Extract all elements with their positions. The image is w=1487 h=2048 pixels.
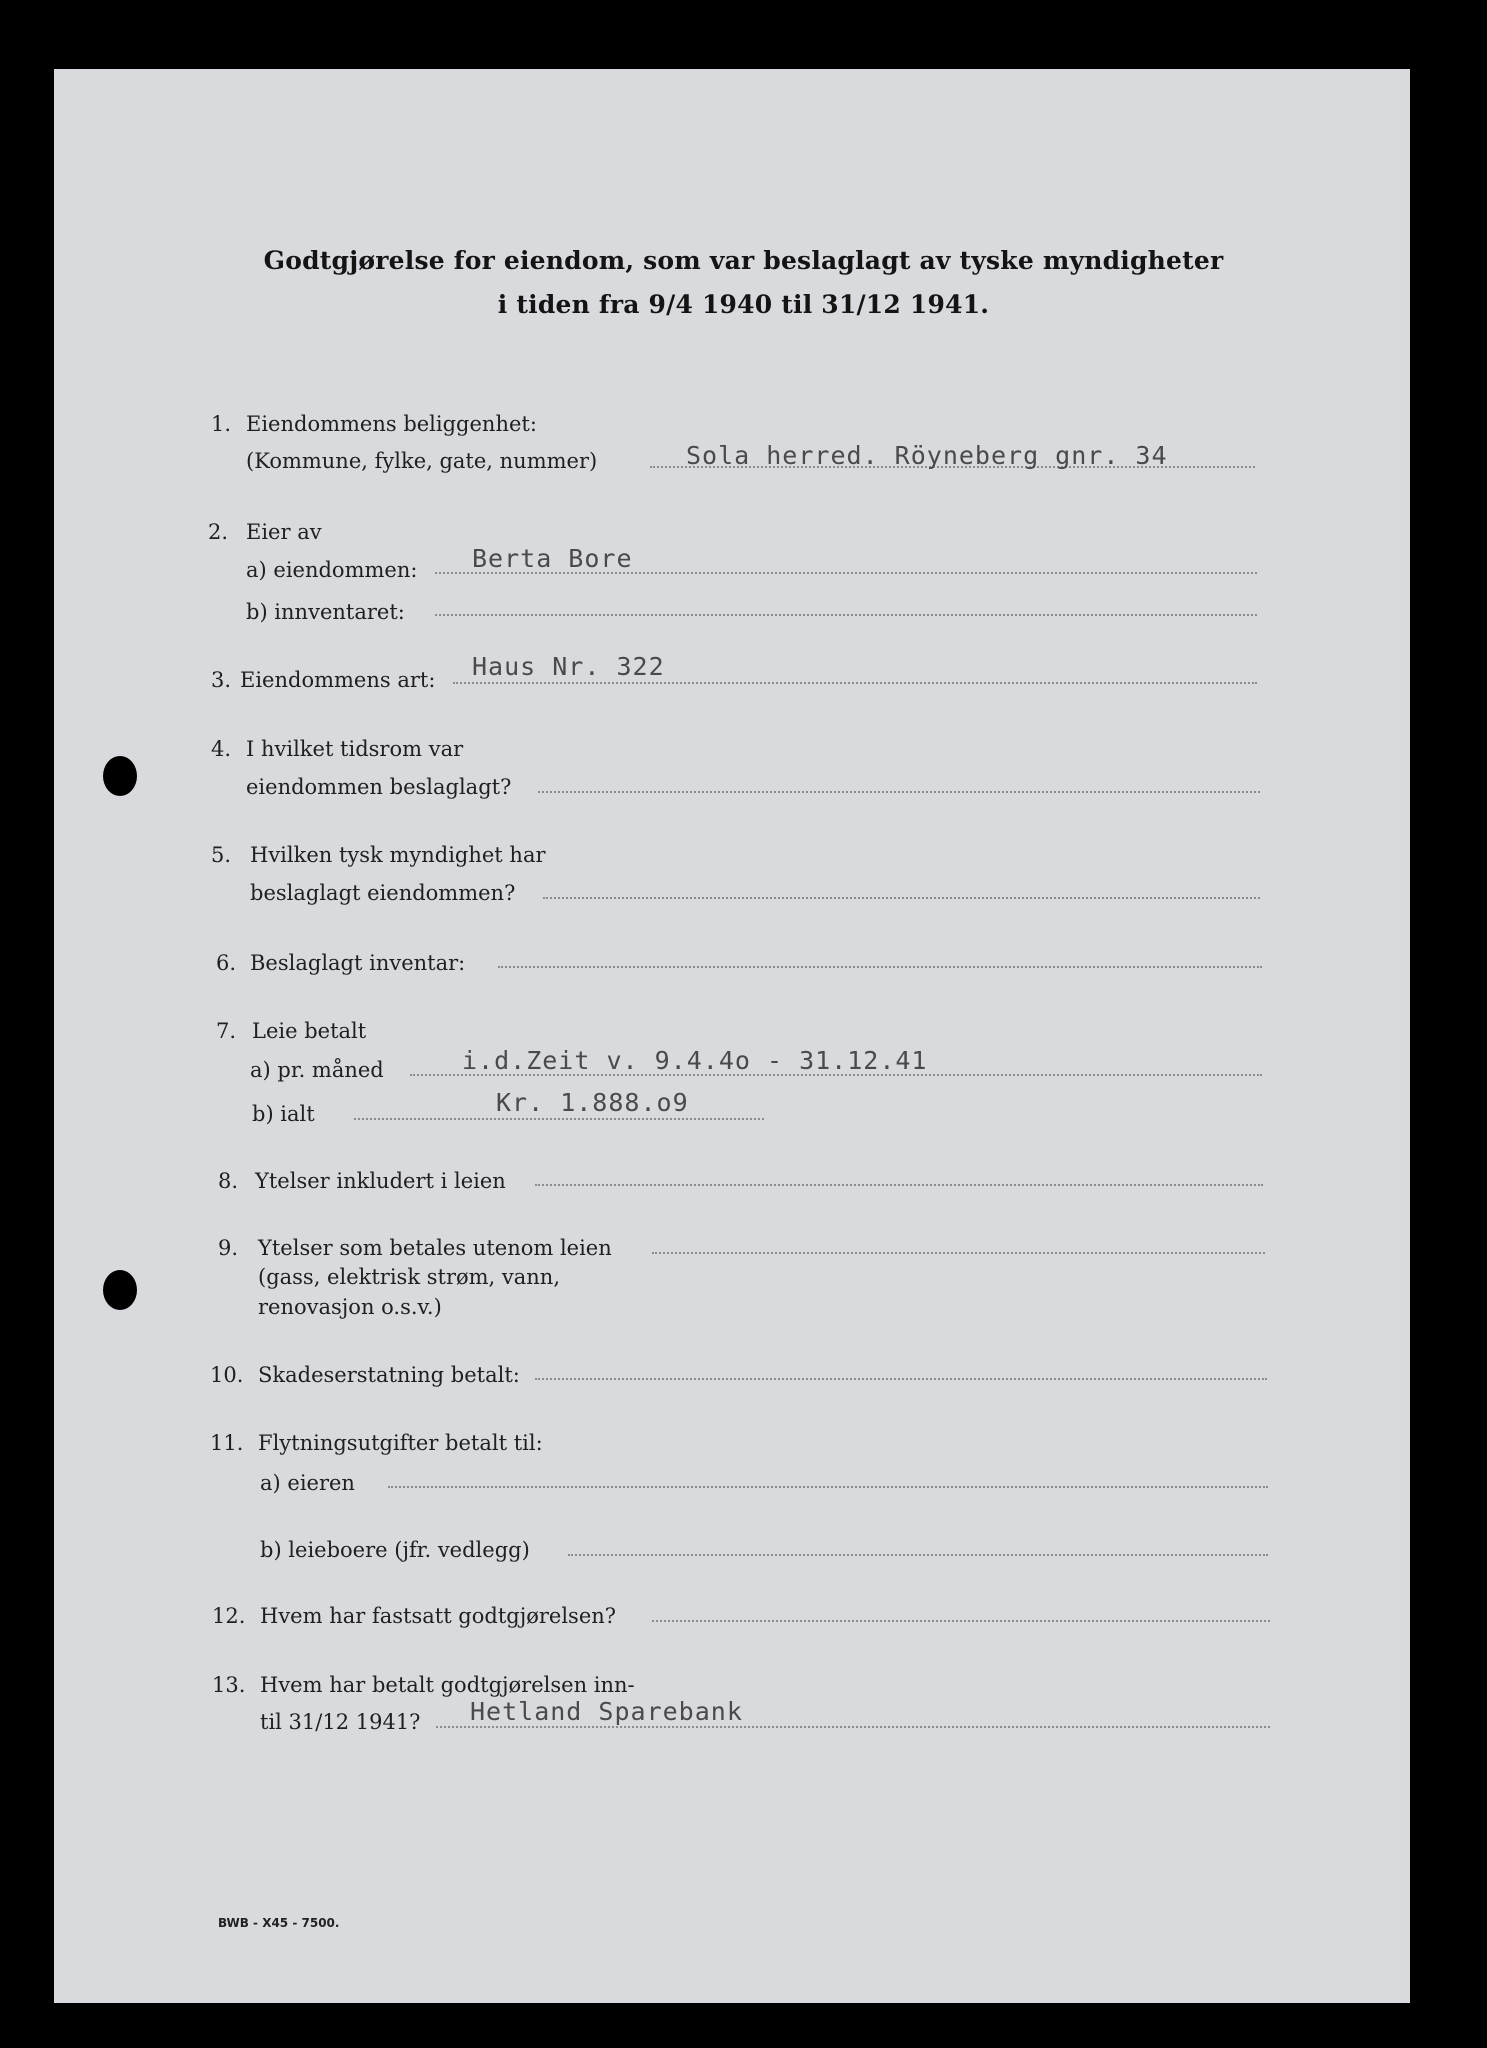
q7b-label: b) ialt — [252, 1102, 315, 1126]
punch-hole-top — [103, 756, 137, 796]
q13-number: 13. — [212, 1673, 246, 1697]
q10-number: 10. — [210, 1363, 244, 1387]
q4-answer-line — [538, 791, 1260, 793]
q2a-answer: Berta Bore — [472, 544, 633, 573]
q9-answer-line — [652, 1252, 1265, 1254]
q4-label: I hvilket tidsrom var — [246, 737, 464, 761]
q1-label: Eiendommens beliggenhet: — [246, 412, 537, 436]
q10-answer-line — [535, 1378, 1267, 1380]
q7b-answer-line — [354, 1118, 764, 1120]
q8-answer-line — [535, 1184, 1263, 1186]
q11b-label: b) leieboere (jfr. vedlegg) — [260, 1538, 530, 1562]
q13-label-line2: til 31/12 1941? — [260, 1710, 421, 1734]
q6-number: 6. — [216, 951, 237, 975]
q12-answer-line — [652, 1620, 1270, 1622]
q9-label-line3: renovasjon o.s.v.) — [258, 1295, 442, 1319]
document-title-line2: i tiden fra 9/4 1940 til 31/12 1941. — [497, 290, 990, 319]
punch-hole-bottom — [103, 1270, 137, 1310]
q2b-label: b) innventaret: — [246, 600, 405, 624]
form-code: BWB - X45 - 7500. — [218, 1916, 340, 1930]
q2b-answer-line — [435, 614, 1257, 616]
q6-answer-line — [498, 966, 1262, 968]
q5-label: Hvilken tysk myndighet har — [250, 843, 546, 867]
document-title: Godtgjørelse for eiendom, som var beslaglagt av tyske myndigheter — [263, 246, 1224, 275]
q7a-answer: i.d.Zeit v. 9.4.4o - 31.12.41 — [462, 1046, 928, 1075]
q13-answer: Hetland Sparebank — [470, 1697, 743, 1726]
q1-answer: Sola herred. Röyneberg gnr. 34 — [686, 441, 1168, 470]
q7-label: Leie betalt — [252, 1019, 367, 1043]
q9-label-line2: (gass, elektrisk strøm, vann, — [258, 1265, 560, 1289]
q4-label-line2: eiendommen beslaglagt? — [246, 775, 512, 799]
q9-number: 9. — [218, 1236, 239, 1260]
q8-label: Ytelser inkludert i leien — [255, 1169, 506, 1193]
q12-number: 12. — [212, 1604, 246, 1628]
q5-answer-line — [543, 897, 1260, 899]
q13-label: Hvem har betalt godtgjørelsen inn- — [260, 1673, 635, 1697]
q3-label: Eiendommens art: — [240, 668, 436, 692]
q11b-answer-line — [568, 1554, 1268, 1556]
q9-label: Ytelser som betales utenom leien — [258, 1236, 612, 1260]
q2-label: Eier av — [246, 520, 322, 544]
q11-label: Flytningsutgifter betalt til: — [258, 1431, 543, 1455]
q11-number: 11. — [210, 1431, 244, 1455]
q5-label-line2: beslaglagt eiendommen? — [250, 881, 516, 905]
q5-number: 5. — [211, 843, 232, 867]
q10-label: Skadeserstatning betalt: — [258, 1363, 520, 1387]
q1-sub-label: (Kommune, fylke, gate, nummer) — [246, 449, 598, 473]
q7-number: 7. — [216, 1019, 237, 1043]
q3-answer: Haus Nr. 322 — [472, 652, 665, 681]
q7b-answer: Kr. 1.888.o9 — [496, 1088, 689, 1117]
q12-label: Hvem har fastsatt godtgjørelsen? — [260, 1604, 617, 1628]
q2-number: 2. — [208, 520, 229, 544]
q7a-label: a) pr. måned — [250, 1058, 384, 1082]
q4-number: 4. — [211, 737, 232, 761]
q2a-label: a) eiendommen: — [246, 558, 418, 582]
q3-answer-line — [453, 682, 1257, 684]
q11a-answer-line — [388, 1486, 1268, 1488]
q8-number: 8. — [218, 1169, 239, 1193]
q1-number: 1. — [211, 412, 232, 436]
q3-number: 3. — [211, 668, 232, 692]
q11a-label: a) eieren — [260, 1471, 355, 1495]
q13-answer-line — [436, 1726, 1270, 1728]
q6-label: Beslaglagt inventar: — [250, 951, 466, 975]
